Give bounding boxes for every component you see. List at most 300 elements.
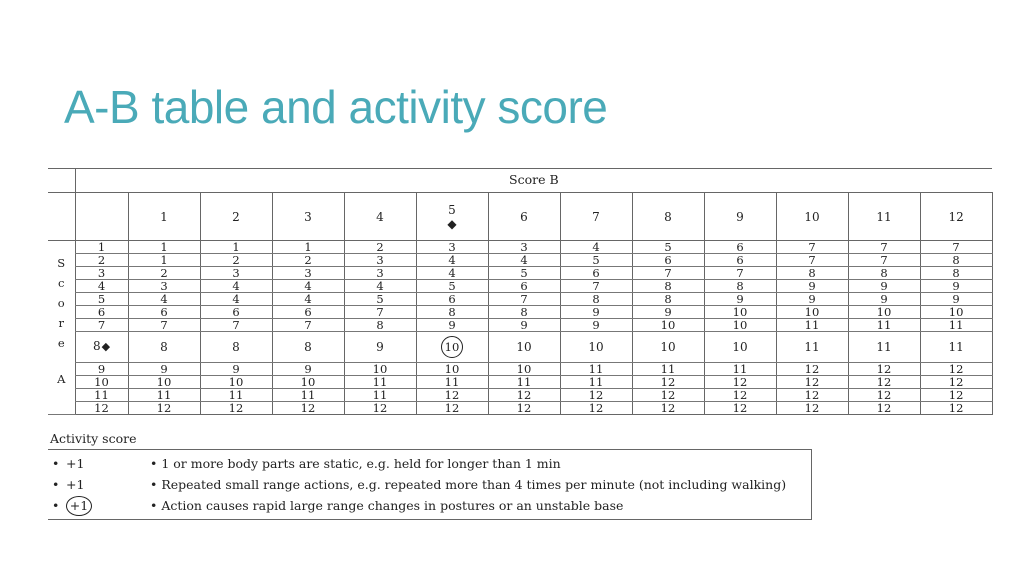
corner-blank (48, 169, 75, 193)
score-value: 5 (448, 279, 456, 293)
score-cell (560, 254, 632, 267)
score-cell (704, 279, 776, 292)
score-cell (920, 292, 992, 305)
score-cell (920, 267, 992, 280)
score-cell (272, 401, 344, 414)
score-value: 9 (592, 318, 600, 331)
score-value: 12 (876, 362, 892, 376)
score-a-row-label (75, 331, 128, 363)
score-a-row-label (75, 376, 128, 389)
score-cell (776, 401, 848, 414)
score-value: 11 (516, 375, 532, 389)
score-a-side-label (48, 241, 75, 415)
score-cell (344, 331, 416, 363)
score-cell (632, 292, 704, 305)
score-b-column-header (632, 193, 704, 241)
score-cell (920, 331, 992, 363)
score-value: 5 (520, 266, 528, 280)
score-cell (704, 331, 776, 363)
score-cell (416, 254, 488, 267)
score-value: 12 (660, 375, 676, 389)
score-value: 7 (880, 240, 888, 254)
score-cell (776, 376, 848, 389)
row-label-value: 6 (97, 305, 106, 319)
score-value: 12 (444, 401, 460, 415)
score-cell (560, 376, 632, 389)
score-b-column-header (488, 193, 560, 241)
score-cell (272, 318, 344, 331)
score-value: 3 (304, 266, 312, 280)
score-value: 8 (952, 253, 960, 267)
score-value: 11 (804, 339, 820, 354)
score-value: 12 (732, 388, 748, 402)
score-cell (200, 363, 272, 376)
score-value: 11 (588, 375, 604, 389)
score-cell (200, 331, 272, 363)
score-cell (272, 267, 344, 280)
score-cell (560, 363, 632, 376)
score-cell (344, 388, 416, 401)
score-a-letter: e (57, 336, 65, 351)
score-cell (344, 241, 416, 254)
score-cell (488, 331, 560, 363)
score-cell (272, 376, 344, 389)
score-a-row-label (75, 267, 128, 280)
score-a-row-label (75, 292, 128, 305)
score-cell (272, 363, 344, 376)
score-value: 11 (732, 362, 748, 376)
score-cell (488, 401, 560, 414)
score-cell (344, 267, 416, 280)
score-b-column-header (344, 193, 416, 241)
score-value: 11 (876, 318, 892, 331)
score-cell (632, 331, 704, 363)
score-b-column-header (272, 193, 344, 241)
activity-description: • 1 or more body parts are static, e.g. held for longer than 1 min (150, 456, 561, 471)
row-label-value: 8 (92, 339, 101, 354)
score-cell (272, 254, 344, 267)
score-value: 12 (156, 401, 172, 415)
column-header-value: 11 (876, 209, 892, 224)
score-cell (128, 376, 200, 389)
score-cell (776, 267, 848, 280)
score-value: 9 (880, 279, 888, 293)
score-value: 6 (160, 305, 168, 319)
score-b-column-header (200, 193, 272, 241)
score-value: 8 (592, 292, 600, 306)
score-value: 12 (588, 388, 604, 402)
score-cell (776, 318, 848, 331)
score-value: 5 (376, 292, 384, 306)
score-cell (776, 292, 848, 305)
score-cell (920, 318, 992, 331)
score-cell (560, 267, 632, 280)
score-cell (704, 401, 776, 414)
score-cell (272, 279, 344, 292)
score-value: 5 (664, 240, 672, 254)
score-cell (632, 388, 704, 401)
score-value: 9 (160, 362, 168, 376)
column-header-value: 3 (304, 209, 312, 224)
score-cell (920, 401, 992, 414)
score-value: 12 (804, 375, 820, 389)
score-b-column-header (920, 193, 992, 241)
score-a-row-label (75, 388, 128, 401)
score-cell (416, 279, 488, 292)
activity-score-box (48, 449, 812, 520)
score-b-column-header (848, 193, 920, 241)
column-header-value: 6 (520, 209, 528, 224)
score-value: 4 (160, 292, 168, 306)
score-value: 6 (664, 253, 672, 267)
score-cell (488, 279, 560, 292)
score-value: 6 (736, 240, 744, 254)
corner-blank (75, 193, 128, 241)
score-value: 12 (300, 401, 316, 415)
score-value: 10 (228, 375, 244, 389)
score-value: 4 (448, 253, 456, 267)
row-label-value: 7 (97, 318, 106, 331)
score-cell (632, 279, 704, 292)
score-cell (776, 388, 848, 401)
corner-blank (48, 193, 75, 241)
score-cell (776, 254, 848, 267)
row-label-value: 4 (97, 279, 106, 293)
score-a-row-label (75, 279, 128, 292)
score-value: 10 (732, 339, 748, 354)
score-a-letter: o (57, 296, 65, 311)
score-value: 7 (304, 318, 312, 331)
score-value: 6 (304, 305, 312, 319)
score-cell (704, 363, 776, 376)
score-value: 12 (228, 401, 244, 415)
score-cell (560, 279, 632, 292)
score-cell (488, 388, 560, 401)
score-cell (344, 401, 416, 414)
score-value: 12 (732, 401, 748, 415)
score-value: 11 (588, 362, 604, 376)
score-cell (344, 376, 416, 389)
score-value: 4 (448, 266, 456, 280)
score-cell (632, 401, 704, 414)
score-cell (848, 331, 920, 363)
score-cell (128, 279, 200, 292)
score-value: 7 (880, 253, 888, 267)
score-cell (488, 318, 560, 331)
score-value: 3 (160, 279, 168, 293)
score-cell (416, 241, 488, 254)
score-b-column-header (704, 193, 776, 241)
score-value: 3 (376, 266, 384, 280)
score-value: 12 (660, 388, 676, 402)
score-value: 7 (952, 240, 960, 254)
score-value: 2 (304, 253, 312, 267)
row-label-value: 5 (97, 292, 106, 306)
score-a-row-label (75, 241, 128, 254)
score-a-row-label (75, 254, 128, 267)
score-cell (344, 292, 416, 305)
score-value: 11 (660, 362, 676, 376)
score-value: 12 (732, 375, 748, 389)
score-value: 8 (808, 266, 816, 280)
score-value: 11 (948, 318, 964, 331)
score-value: 8 (664, 279, 672, 293)
score-value: 12 (948, 401, 964, 415)
score-cell (848, 305, 920, 318)
score-value: 7 (160, 318, 168, 331)
score-a-row-label (75, 318, 128, 331)
score-cell (848, 376, 920, 389)
score-value: 4 (304, 292, 312, 306)
score-value: 9 (304, 362, 312, 376)
score-value: 8 (664, 292, 672, 306)
a-b-score-table (48, 168, 993, 415)
score-cell (560, 305, 632, 318)
score-value: 9 (592, 305, 600, 319)
score-value: 11 (804, 318, 820, 331)
score-cell (632, 363, 704, 376)
score-b-column-header (416, 193, 488, 241)
score-value: 9 (952, 292, 960, 306)
score-cell (848, 279, 920, 292)
row-label-value: 11 (94, 388, 109, 402)
bullet: • (52, 498, 60, 513)
score-value: 12 (804, 362, 820, 376)
score-value: 12 (948, 362, 964, 376)
score-cell (128, 331, 200, 363)
score-cell (560, 331, 632, 363)
score-cell (344, 254, 416, 267)
table-row (48, 401, 992, 414)
score-value: 12 (516, 388, 532, 402)
score-cell (776, 279, 848, 292)
score-value: 10 (516, 362, 532, 376)
score-cell (848, 388, 920, 401)
score-cell (704, 388, 776, 401)
score-cell (632, 267, 704, 280)
score-cell (776, 331, 848, 363)
score-value: 9 (664, 305, 672, 319)
score-value: 11 (300, 388, 316, 402)
score-cell (632, 241, 704, 254)
score-cell (488, 254, 560, 267)
score-cell (920, 279, 992, 292)
score-cell (416, 292, 488, 305)
activity-score-title: Activity score (50, 431, 137, 446)
table-row (48, 267, 992, 280)
score-cell (488, 292, 560, 305)
score-value: 10 (372, 362, 388, 376)
score-value: 12 (948, 375, 964, 389)
row-label-value: 3 (97, 266, 106, 280)
score-a-letter: A (57, 372, 66, 387)
score-cell (848, 241, 920, 254)
score-cell (416, 305, 488, 318)
score-cell (128, 292, 200, 305)
score-cell (776, 305, 848, 318)
score-value: 12 (372, 401, 388, 415)
table-row (48, 241, 992, 254)
score-cell (848, 254, 920, 267)
score-cell (344, 279, 416, 292)
score-cell (560, 292, 632, 305)
column-header-value: 5 (448, 202, 456, 217)
score-cell (200, 388, 272, 401)
score-value: 1 (160, 253, 168, 267)
score-value: 7 (808, 240, 816, 254)
score-cell (128, 241, 200, 254)
score-value: 3 (232, 266, 240, 280)
score-cell (272, 305, 344, 318)
column-header-value: 1 (160, 209, 168, 224)
column-header-value: 12 (948, 209, 964, 224)
score-value: 10 (156, 375, 172, 389)
score-value: 9 (448, 318, 456, 331)
score-cell (272, 331, 344, 363)
table-row (48, 363, 992, 376)
score-value: 6 (448, 292, 456, 306)
score-value: 11 (876, 339, 892, 354)
column-header-value: 7 (592, 209, 600, 224)
score-value: 10 (300, 375, 316, 389)
score-cell (128, 363, 200, 376)
activity-description: • Action causes rapid large range changes in postures or an unstable base (150, 498, 624, 513)
row-label-value: 1 (97, 240, 106, 254)
score-cell (128, 254, 200, 267)
column-header-value: 4 (376, 209, 384, 224)
table-row (48, 254, 992, 267)
score-value: 10 (516, 339, 532, 354)
score-value: 9 (376, 339, 384, 354)
score-value: 8 (520, 305, 528, 319)
score-value: 3 (448, 240, 456, 254)
table-row (48, 305, 992, 318)
table-row (48, 331, 992, 363)
score-value: 6 (520, 279, 528, 293)
score-cell (632, 318, 704, 331)
score-cell (272, 388, 344, 401)
score-value: 7 (736, 266, 744, 280)
score-value: 10 (876, 305, 892, 319)
score-value: 8 (448, 305, 456, 319)
table-row (48, 388, 992, 401)
circled-score-value: 10 (441, 336, 463, 358)
score-value: 4 (592, 240, 600, 254)
row-label-value: 2 (97, 253, 106, 267)
score-cell (704, 318, 776, 331)
score-value: 4 (520, 253, 528, 267)
score-cell (560, 241, 632, 254)
score-b-column-header (128, 193, 200, 241)
score-cell (488, 376, 560, 389)
score-cell (128, 305, 200, 318)
score-value: 3 (376, 253, 384, 267)
score-value: 9 (736, 292, 744, 306)
score-cell (704, 305, 776, 318)
column-header-value: 8 (664, 209, 672, 224)
score-value: 11 (444, 375, 460, 389)
score-a-row-label (75, 363, 128, 376)
row-label-value: 10 (94, 375, 109, 389)
score-cell (200, 305, 272, 318)
score-cell (704, 267, 776, 280)
score-value: 4 (304, 279, 312, 293)
score-value: 10 (444, 362, 460, 376)
column-header-value: 9 (736, 209, 744, 224)
score-value: 8 (952, 266, 960, 280)
score-value: 5 (592, 253, 600, 267)
activity-description: • Repeated small range actions, e.g. repeated more than 4 times per minute (not including walking) (150, 477, 787, 492)
score-value: 4 (232, 279, 240, 293)
score-value: 2 (160, 266, 168, 280)
score-value: 12 (876, 388, 892, 402)
score-cell (920, 363, 992, 376)
points-value: +1 (66, 477, 85, 492)
score-cell (128, 318, 200, 331)
score-value: 9 (232, 362, 240, 376)
score-value: 7 (520, 292, 528, 306)
score-value: 12 (948, 388, 964, 402)
score-value: 12 (660, 401, 676, 415)
score-cell (200, 267, 272, 280)
circled-points-value: +1 (66, 496, 92, 516)
score-value: 10 (588, 339, 604, 354)
score-a-row-label (75, 305, 128, 318)
score-value: 8 (376, 318, 384, 331)
score-cell (344, 305, 416, 318)
score-value: 12 (804, 401, 820, 415)
score-cell (920, 305, 992, 318)
score-value: 10 (732, 318, 748, 331)
score-value: 12 (804, 388, 820, 402)
score-value: 7 (664, 266, 672, 280)
score-a-letter: r (58, 316, 64, 331)
score-value: 12 (876, 375, 892, 389)
table-row (48, 279, 992, 292)
score-value: 12 (444, 388, 460, 402)
score-value: 6 (592, 266, 600, 280)
score-cell (200, 401, 272, 414)
score-a-letter: S (57, 256, 66, 271)
score-value: 6 (232, 305, 240, 319)
score-cell (776, 241, 848, 254)
score-cell (128, 267, 200, 280)
score-cell (776, 363, 848, 376)
score-cell (200, 318, 272, 331)
score-cell (128, 401, 200, 414)
score-cell (416, 363, 488, 376)
score-value: 8 (736, 279, 744, 293)
score-value: 11 (228, 388, 244, 402)
score-b-column-header (776, 193, 848, 241)
score-cell (416, 331, 488, 363)
score-cell (200, 376, 272, 389)
score-cell (416, 267, 488, 280)
score-cell (488, 267, 560, 280)
score-value: 12 (876, 401, 892, 415)
score-value: 12 (516, 401, 532, 415)
score-value: 1 (160, 240, 168, 254)
score-cell (560, 318, 632, 331)
score-value: 7 (232, 318, 240, 331)
score-value: 10 (660, 339, 676, 354)
score-cell (848, 267, 920, 280)
score-value: 10 (804, 305, 820, 319)
column-header-value: 2 (232, 209, 240, 224)
diamond-marker-icon: ◆ (447, 216, 457, 231)
score-value: 4 (376, 279, 384, 293)
score-cell (200, 292, 272, 305)
